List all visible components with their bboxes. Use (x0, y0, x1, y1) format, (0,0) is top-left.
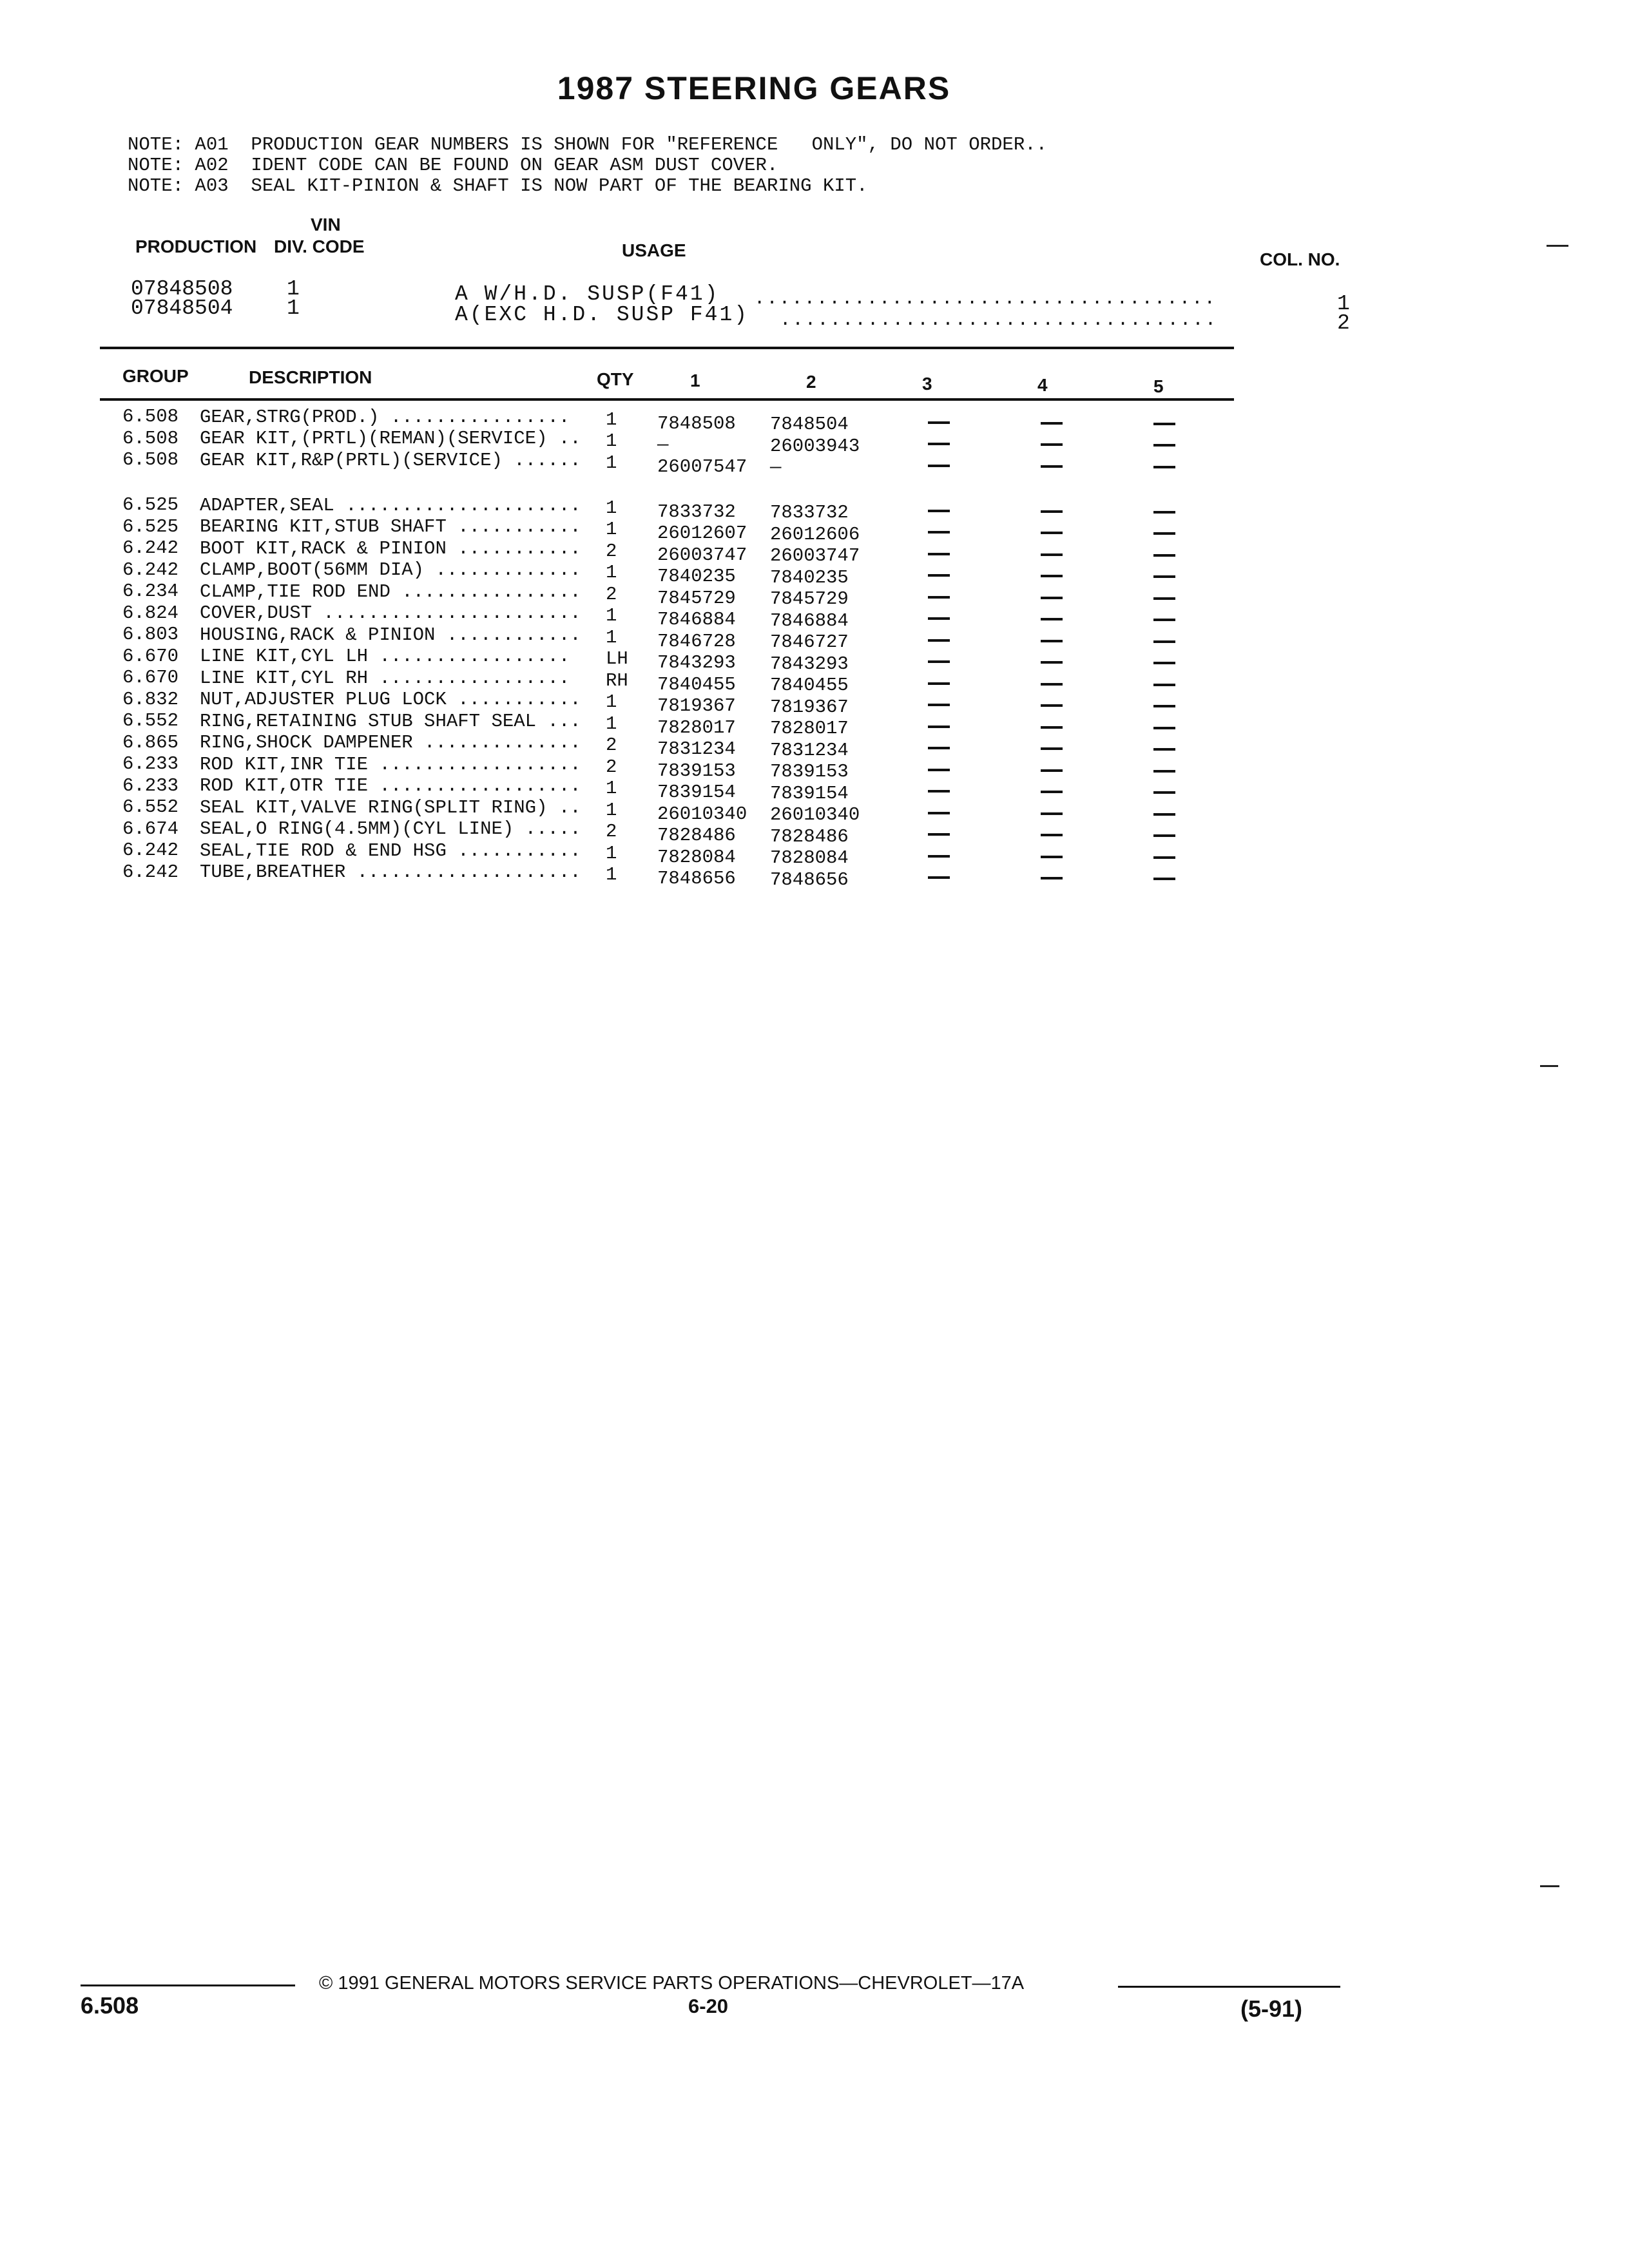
footer-group-ref: 6.508 (81, 1992, 139, 2019)
empty-cell-dash (928, 855, 950, 858)
part-group: 6.552 (122, 796, 179, 818)
part-qty: 1 (606, 408, 617, 430)
part-group: 6.242 (122, 861, 179, 883)
part-col-2: 7846884 (770, 610, 849, 631)
empty-cell-dash (928, 747, 950, 749)
part-group: 6.670 (122, 645, 179, 667)
empty-cell-dash (1153, 684, 1175, 686)
part-col-1: 26007547 (657, 456, 747, 477)
usage-text: A(EXC H.D. SUSP F41) (455, 303, 749, 327)
empty-cell-dash (1041, 704, 1063, 707)
empty-cell-dash (1041, 422, 1063, 425)
usage-production: 07848504 (131, 296, 233, 320)
part-col-2: 7819367 (770, 696, 849, 718)
note-a03: NOTE: A03 SEAL KIT-PINION & SHAFT IS NOW PART OF THE BEARING KIT. (128, 175, 868, 197)
part-col-1: 7848656 (657, 868, 736, 890)
production-header: PRODUCTION (135, 236, 257, 256)
part-description: NUT,ADJUSTER PLUG LOCK ........... (200, 689, 581, 711)
part-qty: 1 (606, 864, 617, 885)
part-group: 6.525 (122, 515, 179, 537)
footer-page-number: 6-20 (688, 1995, 729, 2017)
col-1-header: 1 (690, 370, 700, 390)
part-col-2: 26003747 (770, 545, 860, 567)
empty-cell-dash (928, 682, 950, 685)
part-qty: 1 (606, 778, 617, 799)
note-a01: NOTE: A01 PRODUCTION GEAR NUMBERS IS SHOWN FOR "REFERENCE ONLY", DO NOT ORDER.. (128, 134, 1048, 155)
part-description: SEAL,TIE ROD & END HSG ........... (200, 840, 581, 861)
empty-cell-dash (1041, 443, 1063, 446)
empty-cell-dash (1041, 856, 1063, 858)
part-col-1: 7828017 (657, 716, 736, 738)
part-qty: 2 (606, 756, 617, 778)
part-qty: 1 (606, 497, 617, 519)
part-description: CLAMP,BOOT(56MM DIA) ............. (200, 559, 581, 581)
empty-cell-dash (1041, 640, 1063, 642)
empty-cell-dash (928, 639, 950, 642)
part-description: GEAR KIT,(PRTL)(REMAN)(SERVICE) .. (200, 428, 581, 450)
empty-cell-dash (1153, 466, 1175, 468)
usage-div: 1 (287, 296, 300, 320)
empty-cell-dash (1041, 618, 1063, 620)
part-qty: RH (606, 669, 628, 691)
empty-cell-dash (1041, 791, 1063, 793)
empty-cell-dash (928, 531, 950, 533)
part-col-2: — (770, 457, 782, 479)
part-col-1: 26010340 (657, 803, 747, 825)
part-description: ADAPTER,SEAL ..................... (200, 494, 581, 516)
part-group: 6.242 (122, 537, 179, 559)
table-top-rule (100, 347, 1234, 349)
empty-cell-dash (928, 704, 950, 706)
part-group: 6.832 (122, 688, 179, 710)
part-col-1: 7833732 (657, 501, 736, 523)
part-col-2: 26012606 (770, 523, 860, 545)
part-description: BOOT KIT,RACK & PINION ........... (200, 537, 581, 559)
part-group: 6.674 (122, 818, 179, 840)
part-col-2: 7846727 (770, 631, 849, 653)
part-group: 6.233 (122, 774, 179, 796)
scan-mark (1547, 245, 1568, 247)
usage-production: 07848508 (131, 277, 233, 301)
footer-date: (5-91) (1240, 1995, 1303, 2022)
empty-cell-dash (1041, 532, 1063, 534)
empty-cell-dash (928, 617, 950, 620)
part-col-1: 7848508 (657, 412, 736, 434)
part-col-1: — (657, 434, 669, 456)
empty-cell-dash (928, 769, 950, 771)
group-col-header: GROUP (122, 366, 189, 386)
scan-mark (1540, 1885, 1559, 1887)
part-group: 6.233 (122, 753, 179, 774)
part-col-1: 26012607 (657, 523, 747, 544)
col-4-header: 4 (1037, 375, 1048, 395)
empty-cell-dash (1153, 575, 1175, 578)
part-group: 6.508 (122, 449, 179, 470)
part-description: SEAL KIT,VALVE RING(SPLIT RING) .. (200, 796, 581, 818)
part-description: LINE KIT,CYL LH ................. (200, 646, 570, 668)
empty-cell-dash (928, 660, 950, 663)
part-qty: 1 (606, 519, 617, 540)
empty-cell-dash (1041, 877, 1063, 879)
part-col-1: 7840235 (657, 566, 736, 588)
usage-col: 2 (1337, 311, 1350, 335)
part-description: ROD KIT,OTR TIE .................. (200, 775, 581, 797)
part-col-2: 7828084 (770, 847, 849, 869)
empty-cell-dash (928, 790, 950, 793)
part-qty: 2 (606, 821, 617, 842)
scan-mark (1540, 1065, 1558, 1067)
part-col-2: 7839153 (770, 761, 849, 783)
part-qty: 1 (606, 626, 617, 648)
part-qty: 1 (606, 430, 617, 452)
part-qty: LH (606, 648, 628, 669)
part-col-2: 7840235 (770, 566, 849, 588)
part-group: 6.234 (122, 581, 179, 602)
part-col-1: 7839154 (657, 782, 736, 803)
empty-cell-dash (928, 812, 950, 814)
part-group: 6.242 (122, 559, 179, 581)
usage-header: USAGE (622, 240, 686, 260)
part-description: HOUSING,RACK & PINION ............ (200, 624, 581, 646)
part-col-1: 7819367 (657, 695, 736, 717)
empty-cell-dash (928, 443, 950, 445)
part-col-2: 7848656 (770, 869, 849, 890)
empty-cell-dash (1153, 423, 1175, 425)
part-description: LINE KIT,CYL RH ................. (200, 667, 570, 689)
table-header-rule (100, 398, 1234, 401)
empty-cell-dash (1153, 532, 1175, 535)
part-group: 6.824 (122, 602, 179, 624)
part-col-2: 7845729 (770, 588, 849, 610)
empty-cell-dash (928, 574, 950, 577)
part-col-1: 7845729 (657, 587, 736, 609)
part-description: ROD KIT,INR TIE .................. (200, 753, 581, 775)
empty-cell-dash (1041, 726, 1063, 729)
usage-div: 1 (287, 277, 300, 301)
col-3-header: 3 (922, 374, 932, 394)
part-description: SEAL,O RING(4.5MM)(CYL LINE) ..... (200, 818, 581, 840)
part-col-2: 7843293 (770, 653, 849, 675)
footer-rule-left (81, 1984, 295, 1986)
empty-cell-dash (1153, 834, 1175, 837)
part-group: 6.508 (122, 406, 179, 427)
part-col-1: 7828084 (657, 846, 736, 868)
col-no-header: COL. NO. (1260, 249, 1340, 269)
empty-cell-dash (1041, 834, 1063, 836)
part-qty: 2 (606, 583, 617, 605)
part-col-1: 7839153 (657, 760, 736, 782)
empty-cell-dash (1041, 510, 1063, 513)
part-description: TUBE,BREATHER .................... (200, 861, 581, 883)
col-5-header: 5 (1153, 376, 1164, 396)
part-qty: 1 (606, 452, 617, 474)
part-col-2: 26003943 (770, 435, 860, 457)
empty-cell-dash (928, 596, 950, 599)
part-qty: 1 (606, 842, 617, 864)
part-col-1: 7840455 (657, 673, 736, 695)
empty-cell-dash (928, 465, 950, 467)
vin-header: VIN (311, 215, 341, 235)
part-description: RING,RETAINING STUB SHAFT SEAL ... (200, 710, 581, 732)
part-group: 6.865 (122, 731, 179, 753)
part-group: 6.508 (122, 427, 179, 449)
empty-cell-dash (1153, 554, 1175, 557)
empty-cell-dash (1041, 661, 1063, 664)
part-group: 6.242 (122, 840, 179, 861)
empty-cell-dash (1153, 597, 1175, 600)
part-col-2: 26010340 (770, 804, 860, 826)
empty-cell-dash (1153, 444, 1175, 447)
col-2-header: 2 (806, 372, 816, 392)
part-qty: 2 (606, 735, 617, 756)
page-title: 1987 STEERING GEARS (557, 70, 951, 106)
part-col-2: 7840455 (770, 675, 849, 697)
empty-cell-dash (928, 726, 950, 728)
description-col-header: DESCRIPTION (249, 367, 372, 387)
empty-cell-dash (1153, 770, 1175, 773)
empty-cell-dash (1153, 727, 1175, 729)
part-description: GEAR KIT,R&P(PRTL)(SERVICE) ...... (200, 449, 581, 471)
part-col-1: 7846728 (657, 630, 736, 652)
empty-cell-dash (1153, 511, 1175, 514)
part-col-2: 7833732 (770, 502, 849, 524)
usage-col: 1 (1337, 292, 1350, 316)
empty-cell-dash (928, 421, 950, 424)
part-description: COVER,DUST ....................... (200, 602, 581, 624)
empty-cell-dash (1041, 769, 1063, 772)
div-code-header: DIV. CODE (274, 236, 365, 256)
empty-cell-dash (1153, 813, 1175, 816)
footer-copyright: © 1991 GENERAL MOTORS SERVICE PARTS OPERATIONS—CHEVROLET—17A (319, 1973, 1025, 1994)
empty-cell-dash (1041, 597, 1063, 599)
empty-cell-dash (1041, 747, 1063, 750)
empty-cell-dash (1041, 683, 1063, 686)
part-qty: 1 (606, 562, 617, 583)
part-qty: 1 (606, 691, 617, 713)
usage-text: A W/H.D. SUSP(F41) (455, 282, 720, 306)
part-group: 6.670 (122, 667, 179, 688)
empty-cell-dash (1041, 812, 1063, 815)
part-col-2: 7831234 (770, 739, 849, 761)
part-col-1: 7843293 (657, 652, 736, 674)
empty-cell-dash (1041, 575, 1063, 577)
empty-cell-dash (928, 510, 950, 512)
empty-cell-dash (928, 833, 950, 836)
empty-cell-dash (1153, 856, 1175, 859)
part-description: RING,SHOCK DAMPENER .............. (200, 732, 581, 754)
part-col-2: 7828486 (770, 825, 849, 847)
empty-cell-dash (1041, 553, 1063, 556)
empty-cell-dash (1153, 748, 1175, 751)
part-qty: 2 (606, 540, 617, 562)
empty-cell-dash (1153, 619, 1175, 621)
part-description: CLAMP,TIE ROD END ................ (200, 581, 581, 602)
part-col-1: 7828486 (657, 825, 736, 847)
empty-cell-dash (1153, 662, 1175, 664)
part-group: 6.803 (122, 624, 179, 645)
note-a02: NOTE: A02 IDENT CODE CAN BE FOUND ON GEAR ASM DUST COVER. (128, 155, 778, 176)
part-col-2: 7839154 (770, 782, 849, 804)
part-description: BEARING KIT,STUB SHAFT ........... (200, 516, 581, 538)
empty-cell-dash (1153, 791, 1175, 794)
part-qty: 1 (606, 605, 617, 626)
empty-cell-dash (1153, 640, 1175, 643)
part-qty: 1 (606, 713, 617, 735)
part-col-1: 7846884 (657, 609, 736, 631)
part-qty: 1 (606, 799, 617, 821)
part-col-2: 7848504 (770, 414, 849, 436)
footer-rule-right (1118, 1986, 1340, 1988)
part-group: 6.525 (122, 494, 179, 515)
part-col-1: 7831234 (657, 738, 736, 760)
empty-cell-dash (1153, 705, 1175, 707)
qty-col-header: QTY (597, 369, 634, 389)
part-col-2: 7828017 (770, 718, 849, 740)
part-group: 6.552 (122, 710, 179, 731)
part-col-1: 26003747 (657, 544, 747, 566)
empty-cell-dash (1153, 878, 1175, 880)
part-description: GEAR,STRG(PROD.) ................ (200, 406, 570, 428)
empty-cell-dash (1041, 465, 1063, 468)
empty-cell-dash (928, 876, 950, 879)
empty-cell-dash (928, 553, 950, 555)
